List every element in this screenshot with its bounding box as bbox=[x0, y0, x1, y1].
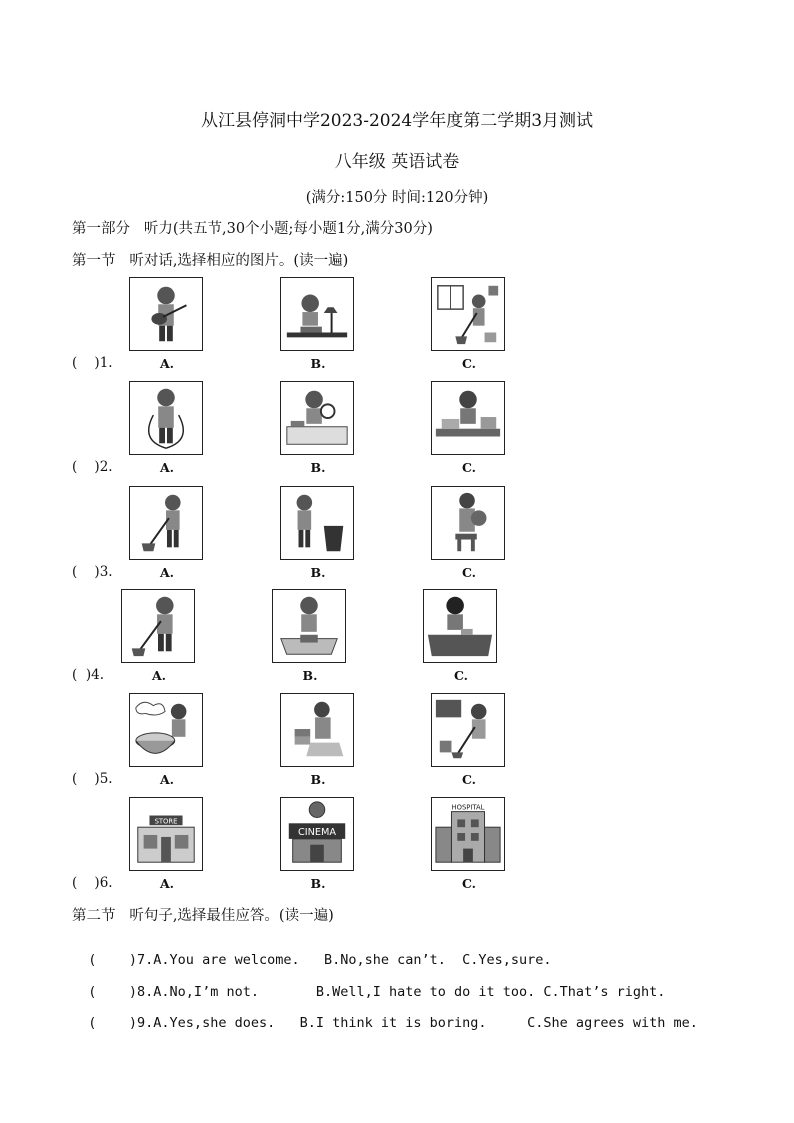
option-a-label[interactable]: A. bbox=[159, 460, 175, 475]
question-number[interactable]: ( )9. bbox=[88, 1015, 154, 1031]
option-b-label[interactable]: B. bbox=[310, 876, 326, 891]
exam-subtitle: 八年级 英语试卷 bbox=[334, 152, 460, 172]
store-building-icon[interactable] bbox=[129, 797, 203, 871]
question-row-6 bbox=[0, 796, 794, 896]
option-a-label[interactable]: A. bbox=[159, 772, 175, 787]
question-number[interactable]: ( )7. bbox=[88, 952, 154, 968]
hospital-sign-label: HOSPITAL bbox=[451, 803, 485, 812]
child-sweeping-room-icon[interactable] bbox=[431, 277, 505, 351]
option-c-label[interactable]: C. bbox=[461, 460, 477, 475]
boy-guitar-icon[interactable] bbox=[129, 277, 203, 351]
option-b-label[interactable]: B. bbox=[310, 565, 326, 580]
section2-heading: 第二节 听句子,选择最佳应答。(读一遍) bbox=[72, 908, 334, 924]
question-number[interactable]: ( )5. bbox=[72, 771, 113, 787]
option-c-label[interactable]: C. bbox=[461, 772, 477, 787]
option-a-label[interactable]: A. bbox=[151, 668, 167, 683]
question-number[interactable]: ( )1. bbox=[72, 355, 113, 371]
option-c-label[interactable]: C. bbox=[461, 876, 477, 891]
question-number[interactable]: ( )6. bbox=[72, 875, 113, 891]
answer-options-text: A.Yes,she does. B.I think it is boring. C.She agrees with me. bbox=[153, 1015, 698, 1031]
boy-cleaning-floor-icon[interactable] bbox=[272, 589, 346, 663]
question-row-2 bbox=[0, 380, 794, 480]
answer-options-text: A.No,I’m not. B.Well,I hate to do it too. C.That’s right. bbox=[153, 984, 666, 1000]
answer-row-8 bbox=[72, 968, 665, 1000]
question-row-1 bbox=[0, 276, 794, 376]
girl-folding-laundry-icon[interactable] bbox=[280, 693, 354, 767]
question-row-4 bbox=[0, 588, 794, 688]
boy-desk-lamp-icon[interactable] bbox=[280, 277, 354, 351]
option-b-label[interactable]: B. bbox=[310, 460, 326, 475]
option-c-label[interactable]: C. bbox=[453, 668, 469, 683]
option-c-label[interactable]: C. bbox=[461, 356, 477, 371]
part1-heading: 第一部分 听力(共五节,30个小题;每小题1分,满分30分) bbox=[72, 221, 433, 237]
boy-wiping-table-icon[interactable] bbox=[423, 589, 497, 663]
option-b-label[interactable]: B. bbox=[302, 668, 318, 683]
answer-row-7 bbox=[72, 936, 552, 968]
boy-broom-icon[interactable] bbox=[121, 589, 195, 663]
girl-washing-tub-icon[interactable] bbox=[129, 693, 203, 767]
option-a-label[interactable]: A. bbox=[159, 356, 175, 371]
girl-sweeping-icon[interactable] bbox=[129, 486, 203, 560]
question-number[interactable]: ( )4. bbox=[72, 667, 104, 683]
option-b-label[interactable]: B. bbox=[310, 356, 326, 371]
girl-watering-plants-icon[interactable] bbox=[431, 486, 505, 560]
answer-row-9 bbox=[72, 999, 698, 1031]
store-sign-label: STORE bbox=[154, 817, 178, 826]
section1-heading: 第一节 听对话,选择相应的图片。(读一遍) bbox=[72, 253, 349, 269]
cinema-sign-label: CINEMA bbox=[297, 826, 337, 838]
option-b-label[interactable]: B. bbox=[310, 772, 326, 787]
boy-folding-clothes-icon[interactable] bbox=[431, 381, 505, 455]
boy-washing-dishes-icon[interactable] bbox=[280, 381, 354, 455]
cinema-building-icon[interactable] bbox=[280, 797, 354, 871]
boy-jump-rope-icon[interactable] bbox=[129, 381, 203, 455]
question-number[interactable]: ( )8. bbox=[88, 984, 154, 1000]
girl-trash-bin-icon[interactable] bbox=[280, 486, 354, 560]
girl-mopping-icon[interactable] bbox=[431, 693, 505, 767]
question-row-3 bbox=[0, 485, 794, 585]
option-c-label[interactable]: C. bbox=[461, 565, 477, 580]
question-number[interactable]: ( )3. bbox=[72, 564, 113, 580]
hospital-building-icon[interactable] bbox=[431, 797, 505, 871]
option-a-label[interactable]: A. bbox=[159, 876, 175, 891]
exam-title: 从江县停洞中学2023-2024学年度第二学期3月测试 bbox=[200, 111, 594, 131]
question-row-5 bbox=[0, 692, 794, 792]
answer-options-text: A.You are welcome. B.No,she can’t. C.Yes,sure. bbox=[153, 952, 552, 968]
score-time-info: (满分:150分 时间:120分钟) bbox=[305, 190, 489, 206]
option-a-label[interactable]: A. bbox=[159, 565, 175, 580]
question-number[interactable]: ( )2. bbox=[72, 459, 113, 475]
